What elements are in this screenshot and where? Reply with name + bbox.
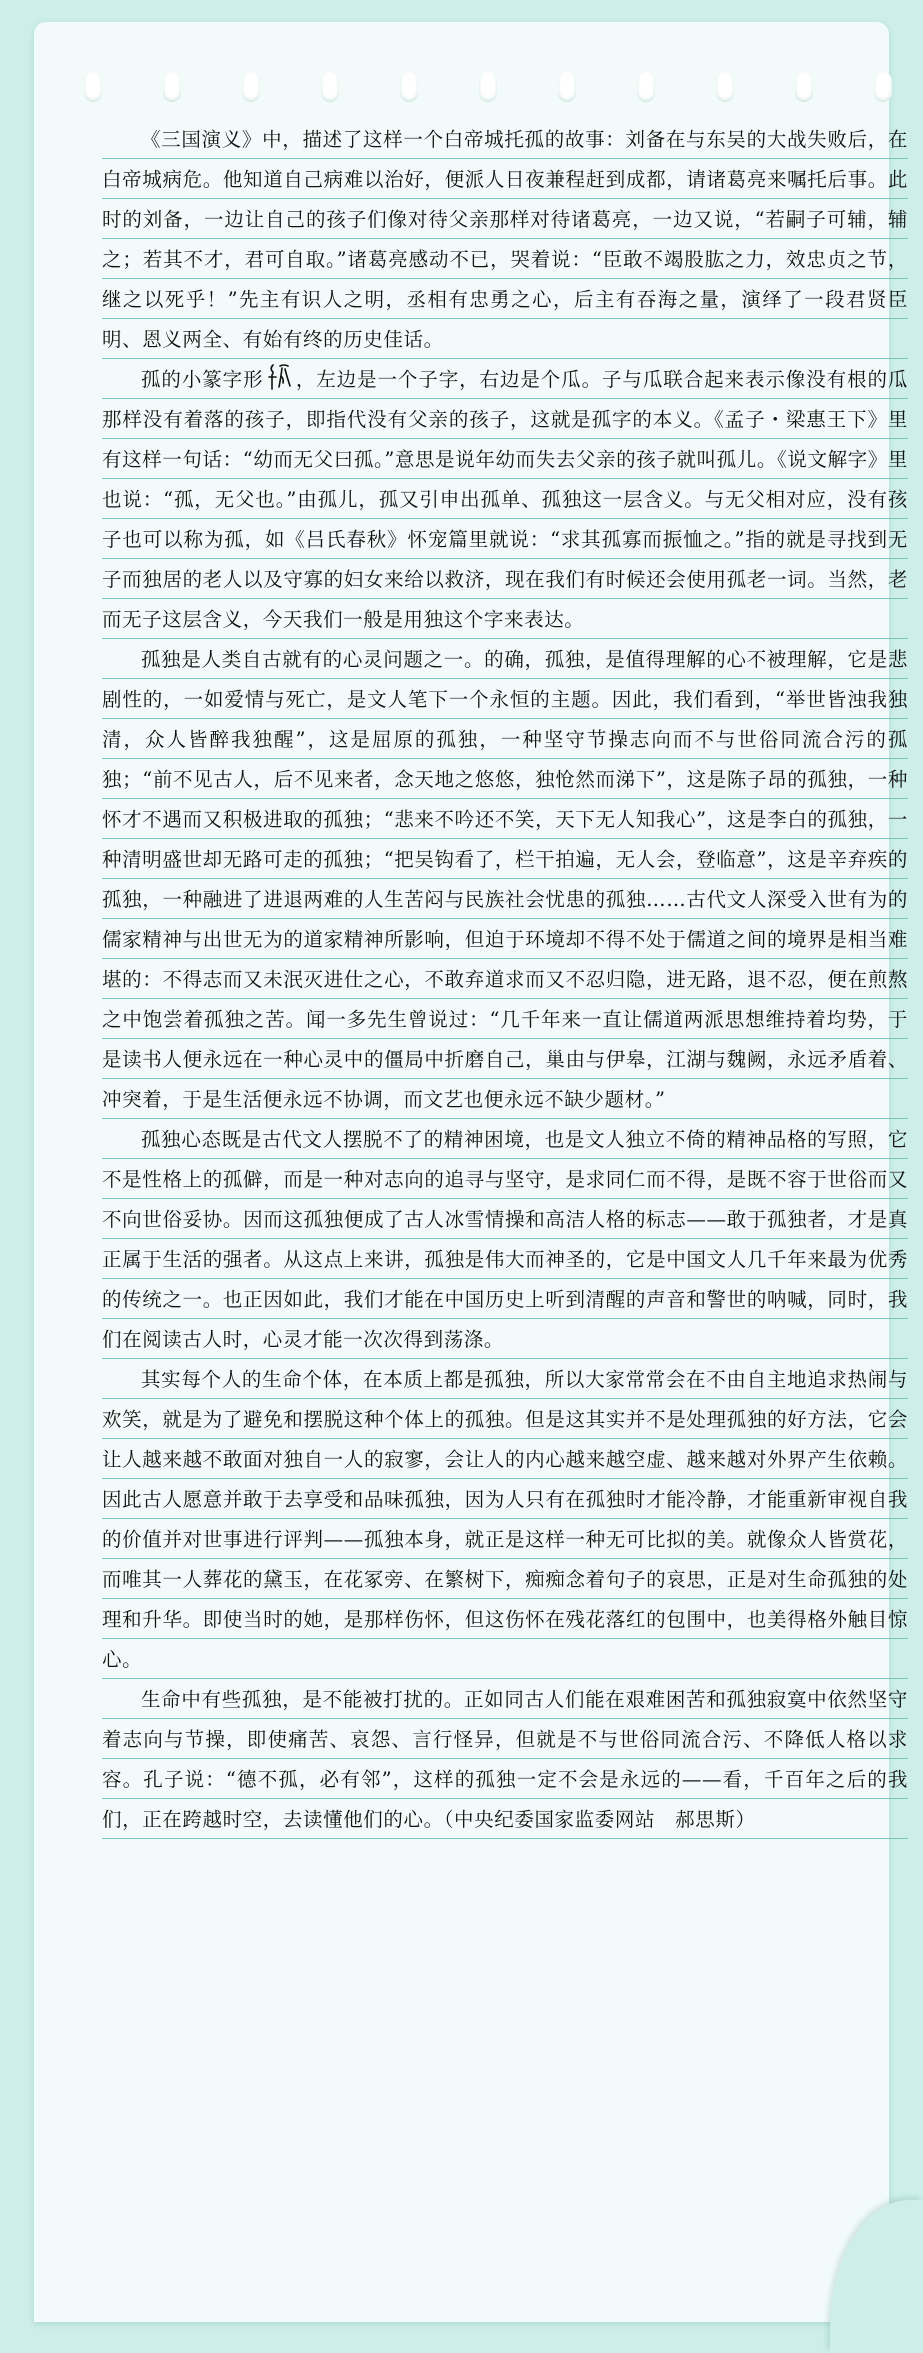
binding-hole bbox=[874, 72, 892, 102]
paragraph-baidicheng: 《三国演义》中，描述了这样一个白帝城托孤的故事：刘备在与东吴的大战失败后，在白帝城病危。他知道自己病难以治好，便派人日夜兼程赶到成都，请诸葛亮来嘱托后事。此时的刘备，一边让自己的孩子们像对待父亲那样对待诸葛亮，一边又说，“若嗣子可辅，辅之；若其不才，君可自取。”诸葛亮感动不已，哭着说：“臣敢不竭股肱之力，效忠贞之节，继之以死乎！”先主有识人之明，丞相有忠勇之心，后主有吞海之量，演绎了一段君贤臣明、恩义两全、有始有终的历史佳话。 bbox=[102, 120, 908, 360]
paragraph-seal-script bbox=[102, 360, 908, 640]
binding-hole bbox=[321, 72, 339, 102]
paragraph-spiritual-dilemma: 孤独心态既是古代文人摆脱不了的精神困境，也是文人独立不倚的精神品格的写照，它不是性格上的孤僻，而是一种对志向的追寻与坚守，是求同仁而不得，是既不容于世俗而又不向世俗妥协。因而这孤独便成了古人冰雪情操和高洁人格的标志——敢于孤独者，才是真正属于生活的强者。从这点上来讲，孤独是伟大而神圣的，它是中国文人几千年来最为优秀的传统之一。也正因如此，我们才能在中国历史上听到清醒的声音和警世的呐喊，同时，我们在阅读古人时，心灵才能一次次得到荡涤。 bbox=[102, 1120, 908, 1360]
paragraph-individual-life: 其实每个人的生命个体，在本质上都是孤独，所以大家常常会在不由自主地追求热闹与欢笑，就是为了避免和摆脱这种个体上的孤独。但是这其实并不是处理孤独的好方法，它会让人越来越不敢面对独自一人的寂寥，会让人的内心越来越空虚、越来越对外界产生依赖。因此古人愿意并敢于去享受和品味孤独，因为人只有在孤独时才能冷静，才能重新审视自我的价值并对世事进行评判——孤独本身，就正是这样一种无可比拟的美。就像众人皆赏花，而唯其一人葬花的黛玉，在花冢旁、在繁树下，痴痴念着句子的哀思，正是对生命孤独的处理和升华。即使当时的她，是那样伤怀，但这伤怀在残花落红的包围中，也美得格外触目惊心。 bbox=[102, 1360, 908, 1680]
article-body bbox=[102, 120, 908, 1840]
binding-hole bbox=[242, 72, 260, 102]
binding-hole bbox=[163, 72, 181, 102]
binding-hole bbox=[479, 72, 497, 102]
paragraph-text-after-glyph: ，左边是一个子字，右边是个瓜。子与瓜联合起来表示像没有根的瓜那样没有着落的孩子，即指代没有父亲的孩子，这就是孤字的本义。《孟子・梁惠王下》里有这样一句话：“幼而无父曰孤。”意思是说年幼而失去父亲的孩子就叫孤儿。《说文解字》里也说：“孤，无父也。”由孤儿，孤又引申出孤单、孤独这一层含义。与无父相对应，没有孩子也可以称为孤，如《吕氏春秋》怀宠篇里就说：“求其孤寡而振恤之。”指的就是寻找到无子而独居的老人以及守寡的妇女来给以救济，现在我们有时候还会使用孤老一词。当然，老而无子这层含义，今天我们一般是用独这个字来表达。 bbox=[102, 368, 908, 631]
seal-script-gu-glyph bbox=[268, 362, 292, 392]
paragraph-text-before-glyph: 孤的小篆字形 bbox=[141, 368, 264, 391]
binding-hole bbox=[400, 72, 418, 102]
binding-hole bbox=[558, 72, 576, 102]
binding-hole bbox=[795, 72, 813, 102]
binding-hole bbox=[716, 72, 734, 102]
binding-holes bbox=[84, 72, 914, 106]
binding-hole bbox=[637, 72, 655, 102]
paragraph-conclusion: 生命中有些孤独，是不能被打扰的。正如同古人们能在艰难困苦和孤独寂寞中依然坚守着志向与节操，即使痛苦、哀怨、言行怪异，但就是不与世俗同流合污、不降低人格以求容。孔子说：“德不孤，必有邻”，这样的孤独一定不会是永远的——看，千百年之后的我们，正在跨越时空，去读懂他们的心。（中央纪委国家监委网站 郝思斯） bbox=[102, 1680, 908, 1840]
paragraph-loneliness-literati: 孤独是人类自古就有的心灵问题之一。的确，孤独，是值得理解的心不被理解，它是悲剧性的，一如爱情与死亡，是文人笔下一个永恒的主题。因此，我们看到，“举世皆浊我独清，众人皆醉我独醒”，这是屈原的孤独，一种坚守节操志向而不与世俗同流合污的孤独；“前不见古人，后不见来者，念天地之悠悠，独怆然而涕下”，这是陈子昂的孤独，一种怀才不遇而又积极进取的孤独；“悲来不吟还不笑，天下无人知我心”，这是李白的孤独，一种清明盛世却无路可走的孤独；“把吴钩看了，栏干拍遍，无人会，登临意”，这是辛弃疾的孤独，一种融进了进退两难的人生苦闷与民族社会忧患的孤独……古代文人深受入世有为的儒家精神与出世无为的道家精神所影响，但迫于环境却不得不处于儒道之间的境界是相当难堪的：不得志而又未泯灭进仕之心，不敢弃道求而又不忍归隐，进无路，退不忍，便在煎熬之中饱尝着孤独之苦。闻一多先生曾说过：“几千年来一直让儒道两派思想维持着均势，于是读书人便永远在一种心灵中的僵局中折磨自己，巢由与伊皋，江湖与魏阙，永远矛盾着、冲突着，于是生活便永远不协调，而文艺也便永远不缺少题材。” bbox=[102, 640, 908, 1120]
notebook-page bbox=[34, 22, 908, 2322]
binding-hole bbox=[84, 72, 102, 102]
